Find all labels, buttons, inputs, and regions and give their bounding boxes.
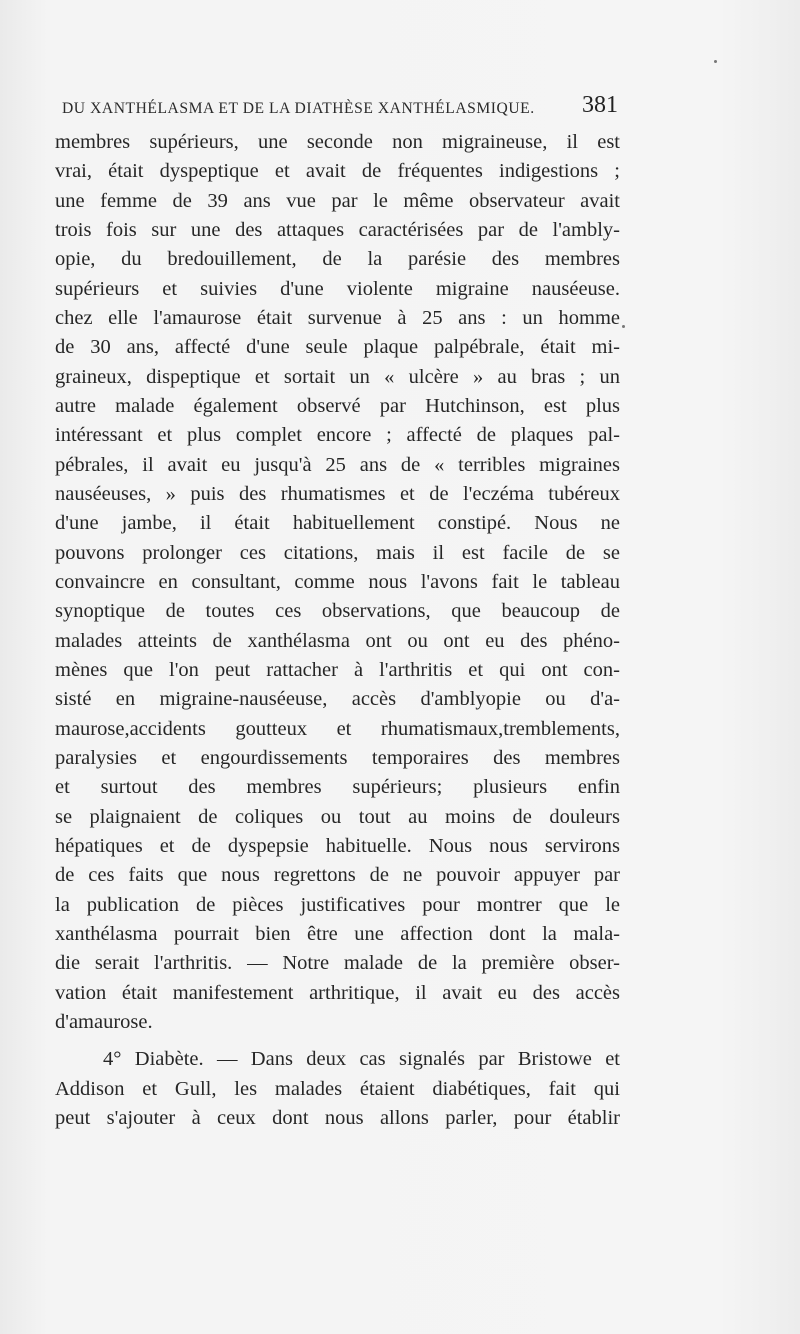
- text-line: chez elle l'amaurose était survenue à 25 ans : un homme: [55, 306, 620, 329]
- text-line: maurose,accidents goutteux et rhumatismaux,tremblements,: [55, 717, 620, 740]
- text-line: se plaignaient de coliques ou tout au moins de douleurs: [55, 805, 620, 828]
- text-line: et surtout des membres supérieurs; plusieurs enfin: [55, 776, 620, 799]
- text-line: sisté en migraine-nauséeuse, accès d'amblyopie ou d'a-: [55, 688, 620, 711]
- text-line: die serait l'arthritis. — Notre malade de la première obser-: [55, 952, 620, 975]
- text-line: mènes que l'on peut rattacher à l'arthritis et qui ont con-: [55, 658, 620, 681]
- text-line: convaincre en consultant, comme nous l'avons fait le tableau: [55, 570, 620, 593]
- running-head-title: DU XANTHÉLASMA ET DE LA DIATHÈSE XANTHÉLASMIQUE.: [62, 100, 535, 117]
- text-line: autre malade également observé par Hutchinson, est plus: [55, 394, 620, 417]
- text-line: opie, du bredouillement, de la parésie des membres: [55, 248, 620, 271]
- text-line: paralysies et engourdissements temporaires des membres: [55, 746, 620, 769]
- text-line: de ces faits que nous regrettons de ne pouvoir appuyer par: [55, 864, 620, 887]
- text-line: d'une jambe, il était habituellement constipé. Nous ne: [55, 512, 620, 535]
- paragraph: [55, 1045, 620, 1133]
- text-line: pébrales, il avait eu jusqu'à 25 ans de « terribles migraines: [55, 453, 620, 476]
- text-line: nauséeuses, » puis des rhumatismes et de l'eczéma tubéreux: [55, 482, 620, 505]
- speck-mark: [622, 325, 625, 328]
- text-line: pouvons prolonger ces citations, mais il est facile de se: [55, 541, 620, 564]
- text-line: Addison et Gull, les malades étaient diabétiques, fait qui: [55, 1077, 620, 1100]
- body-text: [55, 128, 620, 1133]
- text-line: graineux, dispeptique et sortait un « ulcère » au bras ; un: [55, 365, 620, 388]
- text-line: supérieurs et suivies d'une violente migraine nauséeuse.: [55, 277, 620, 300]
- text-line: xanthélasma pourrait bien être une affection dont la mala-: [55, 922, 620, 945]
- text-line: 4° Diabète. — Dans deux cas signalés par Bristowe et: [103, 1048, 620, 1071]
- text-line: synoptique de toutes ces observations, que beaucoup de: [55, 600, 620, 623]
- text-line: peut s'ajouter à ceux dont nous allons parler, pour établir: [55, 1106, 620, 1129]
- text-line: trois fois sur une des attaques caractérisées par de l'ambly-: [55, 218, 620, 241]
- text-line: vrai, était dyspeptique et avait de fréquentes indigestions ;: [55, 160, 620, 183]
- paragraph: [55, 128, 620, 1037]
- paragraph-gap: [55, 1037, 620, 1045]
- text-line: intéressant et plus complet encore ; affecté de plaques pal-: [55, 424, 620, 447]
- text-line: malades atteints de xanthélasma ont ou ont eu des phéno-: [55, 629, 620, 652]
- text-line: d'amaurose.: [55, 1010, 153, 1033]
- text-line: vation était manifestement arthritique, il avait eu des accès: [55, 981, 620, 1004]
- text-line: de 30 ans, affecté d'une seule plaque palpébrale, était mi-: [55, 336, 620, 359]
- running-head: [62, 92, 622, 122]
- text-line: hépatiques et de dyspepsie habituelle. Nous nous servirons: [55, 834, 620, 857]
- text-line: la publication de pièces justificatives pour montrer que le: [55, 893, 620, 916]
- speck-mark: [714, 60, 717, 63]
- page-number: 381: [582, 92, 618, 118]
- text-line: une femme de 39 ans vue par le même observateur avait: [55, 189, 620, 212]
- text-line: membres supérieurs, une seconde non migraineuse, il est: [55, 131, 620, 153]
